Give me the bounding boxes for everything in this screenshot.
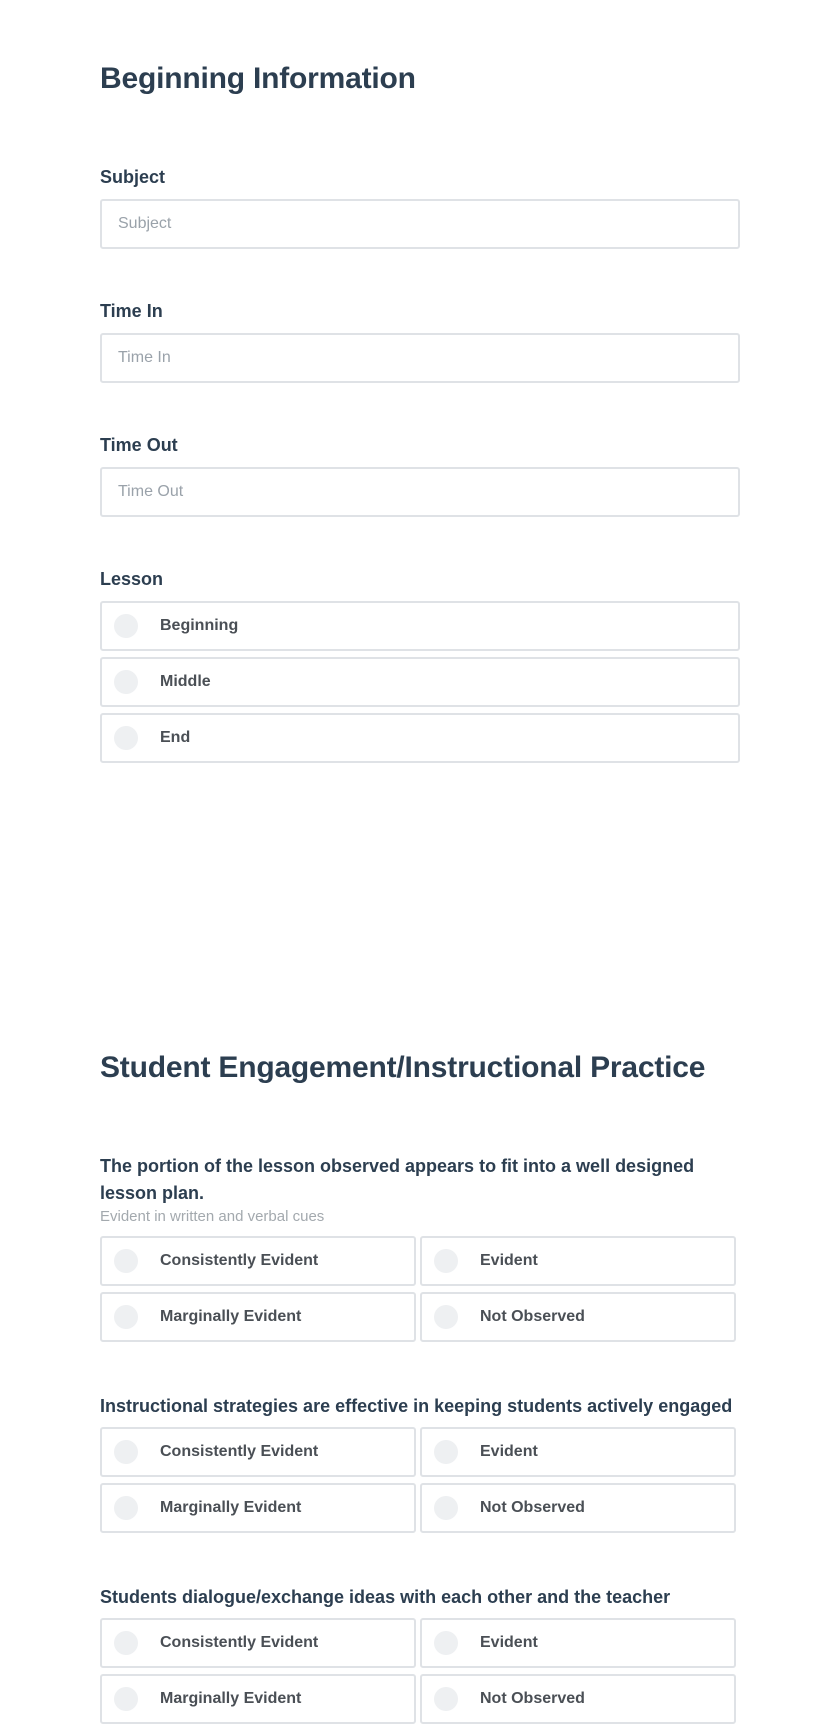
radio-option-label: Consistently Evident <box>160 1443 319 1460</box>
radio-circle-icon[interactable] <box>434 1687 458 1711</box>
radio-circle-icon[interactable] <box>114 1496 138 1520</box>
radio-option-label: Not Observed <box>480 1690 585 1707</box>
subject-input[interactable] <box>100 199 740 249</box>
question-1-hint: Evident in written and verbal cues <box>100 1208 325 1225</box>
time-in-label: Time In <box>100 301 163 321</box>
q2-option-evident[interactable] <box>420 1427 736 1477</box>
lesson-option-middle[interactable] <box>100 657 740 707</box>
radio-circle-icon[interactable] <box>434 1440 458 1464</box>
q1-option-marginally-evident[interactable] <box>100 1292 416 1342</box>
radio-circle-icon[interactable] <box>114 670 138 694</box>
radio-circle-icon[interactable] <box>114 1305 138 1329</box>
q3-option-not-observed[interactable] <box>420 1674 736 1724</box>
radio-option-label: Marginally Evident <box>160 1690 302 1707</box>
question-3-radio-group <box>100 1618 736 1724</box>
lesson-option-beginning[interactable] <box>100 601 740 651</box>
lesson-radio-group <box>100 601 740 763</box>
radio-option-label: End <box>160 729 191 746</box>
q3-option-marginally-evident[interactable] <box>100 1674 416 1724</box>
subject-label: Subject <box>100 167 166 187</box>
radio-option-label: Evident <box>480 1443 538 1460</box>
time-in-input[interactable] <box>100 333 740 383</box>
radio-circle-icon[interactable] <box>434 1496 458 1520</box>
radio-option-label: Beginning <box>160 617 239 634</box>
radio-option-label: Consistently Evident <box>160 1634 319 1651</box>
radio-circle-icon[interactable] <box>114 726 138 750</box>
radio-option-label: Not Observed <box>480 1499 585 1516</box>
time-out-input[interactable] <box>100 467 740 517</box>
question-1-radio-group <box>100 1236 736 1342</box>
radio-option-label: Consistently Evident <box>160 1252 319 1269</box>
question-3-text: Students dialogue/exchange ideas with each other and the teacher <box>100 1587 671 1607</box>
section-title-student-engagement: Student Engagement/Instructional Practice <box>100 1051 706 1084</box>
radio-circle-icon[interactable] <box>434 1631 458 1655</box>
radio-option-label: Evident <box>480 1634 538 1651</box>
q1-option-evident[interactable] <box>420 1236 736 1286</box>
radio-circle-icon[interactable] <box>434 1249 458 1273</box>
radio-option-label: Evident <box>480 1252 538 1269</box>
radio-option-label: Not Observed <box>480 1308 585 1325</box>
question-2-text: Instructional strategies are effective in keeping students actively engaged <box>100 1396 733 1416</box>
radio-circle-icon[interactable] <box>434 1305 458 1329</box>
radio-circle-icon[interactable] <box>114 1249 138 1273</box>
radio-option-label: Middle <box>160 673 211 690</box>
q1-option-consistently-evident[interactable] <box>100 1236 416 1286</box>
radio-circle-icon[interactable] <box>114 1631 138 1655</box>
time-out-label: Time Out <box>100 435 178 455</box>
question-2-radio-group <box>100 1427 736 1533</box>
lesson-option-end[interactable] <box>100 713 740 763</box>
q2-option-consistently-evident[interactable] <box>100 1427 416 1477</box>
q2-option-marginally-evident[interactable] <box>100 1483 416 1533</box>
radio-circle-icon[interactable] <box>114 1687 138 1711</box>
radio-option-label: Marginally Evident <box>160 1308 302 1325</box>
radio-circle-icon[interactable] <box>114 1440 138 1464</box>
q3-option-consistently-evident[interactable] <box>100 1618 416 1668</box>
q1-option-not-observed[interactable] <box>420 1292 736 1342</box>
radio-circle-icon[interactable] <box>114 614 138 638</box>
question-1-text: The portion of the lesson observed appears to fit into a well designed lesson plan. <box>100 1156 695 1203</box>
q3-option-evident[interactable] <box>420 1618 736 1668</box>
q2-option-not-observed[interactable] <box>420 1483 736 1533</box>
section-title-beginning-information: Beginning Information <box>100 62 416 95</box>
radio-option-label: Marginally Evident <box>160 1499 302 1516</box>
lesson-label: Lesson <box>100 569 164 589</box>
